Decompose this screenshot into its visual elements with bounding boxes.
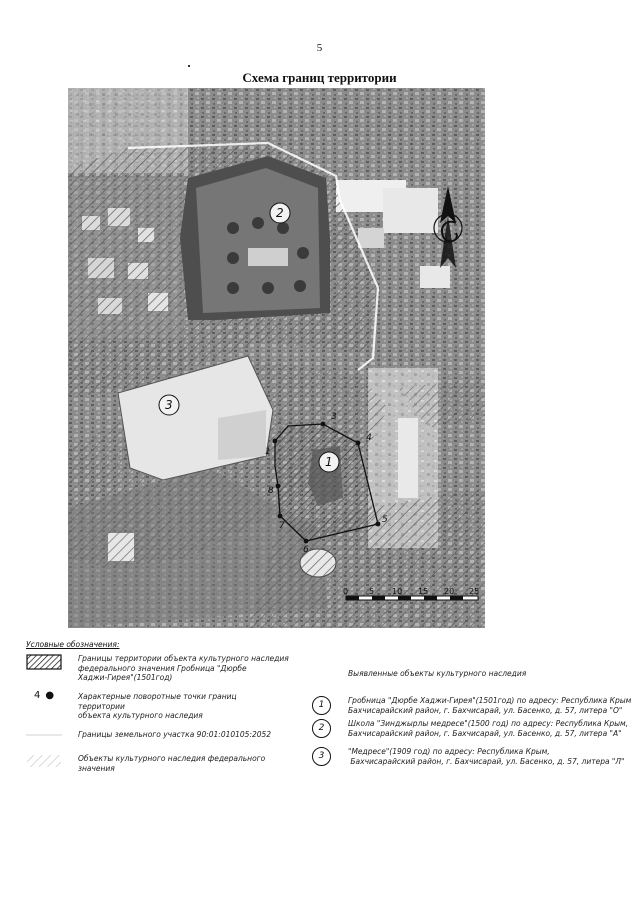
object-label-3: 3 [165, 398, 173, 412]
identified-object-text-2: Школа "Зинджырлы медресе"(1500 год) по адресу: Республика Крым, Бахчисарайский район, г. Бахчисарай, ул. Басенко, д. 57, литера "А" [348, 719, 629, 738]
legend-text-land-plot: Границы земельного участка 90:01:010105:2052 [78, 730, 272, 739]
identified-object-text-3: "Медресе"(1909 год) по адресу: Республика Крым, Бахчисарайский район, г. Бахчисарай, ул. Басенко, д. 57, литера "Л" [348, 747, 625, 766]
object-number-circle-1: 1 [312, 696, 331, 715]
scan-speck [188, 65, 190, 67]
turning-point-number: 4 [34, 690, 41, 701]
object-label-1: 1 [325, 455, 333, 469]
point-label-3: 3 [331, 412, 337, 422]
legend-item-turning-points [26, 692, 316, 722]
aerial-map [68, 88, 485, 628]
scale-label-5: 5 [369, 587, 375, 596]
hatched-boundary-swatch-icon [26, 654, 62, 670]
legend-text-territory-boundary: Границы территории объекта культурного наследия федерального значения Гробница "Дюрбе Хаджи-Гирея"(1501год) [78, 654, 289, 682]
legend-text-turning-points: Характерные поворотные точки границ территории объекта культурного наследия [78, 692, 237, 720]
federal-object-swatch-icon [26, 754, 62, 768]
identified-object-2 [312, 719, 639, 743]
identified-object-3 [312, 747, 639, 771]
legend-item-territory-boundary [26, 654, 316, 686]
point-label-8: 8 [268, 486, 274, 496]
legend-item-federal-objects [26, 754, 316, 776]
bullet-point-icon: ● [45, 690, 55, 701]
scale-label-15: 15 [418, 587, 429, 596]
identified-objects-heading: Выявленные объекты культурного наследия [348, 669, 527, 678]
scale-label-10: 10 [392, 587, 403, 596]
page-number: 5 [316, 42, 323, 54]
scale-label-0: 0 [343, 587, 349, 596]
turning-point-symbol [26, 690, 62, 701]
scale-label-25: 25 [469, 587, 480, 596]
point-label-6: 6 [303, 545, 309, 555]
object-label-2: 2 [276, 206, 284, 220]
legend-item-land-plot [26, 730, 316, 742]
identified-object-1 [312, 696, 639, 720]
map-title: Схема границ территории [242, 70, 397, 85]
identified-object-text-1: Гробница "Дюрбе Хаджи-Гирея"(1501год) по адресу: Республика Крым Бахчисарайский район, г. Бахчисарай, ул. Басенко, д. 57, литера "О" [348, 696, 632, 715]
point-label-1: 1 [265, 447, 271, 457]
object-number-circle-3: 3 [312, 747, 331, 766]
point-label-5: 5 [382, 515, 388, 525]
point-label-7: 7 [279, 521, 285, 531]
point-label-4: 4 [366, 433, 372, 443]
legend-text-federal-objects: Объекты культурного наследия федерального значения [78, 754, 266, 773]
object-number-circle-2: 2 [312, 719, 331, 738]
scale-label-20: 20 [444, 587, 455, 596]
land-plot-line-icon [26, 734, 62, 736]
legend-heading: Условные обозначения: [26, 640, 120, 649]
cultural-object-2-medrese [180, 156, 330, 320]
